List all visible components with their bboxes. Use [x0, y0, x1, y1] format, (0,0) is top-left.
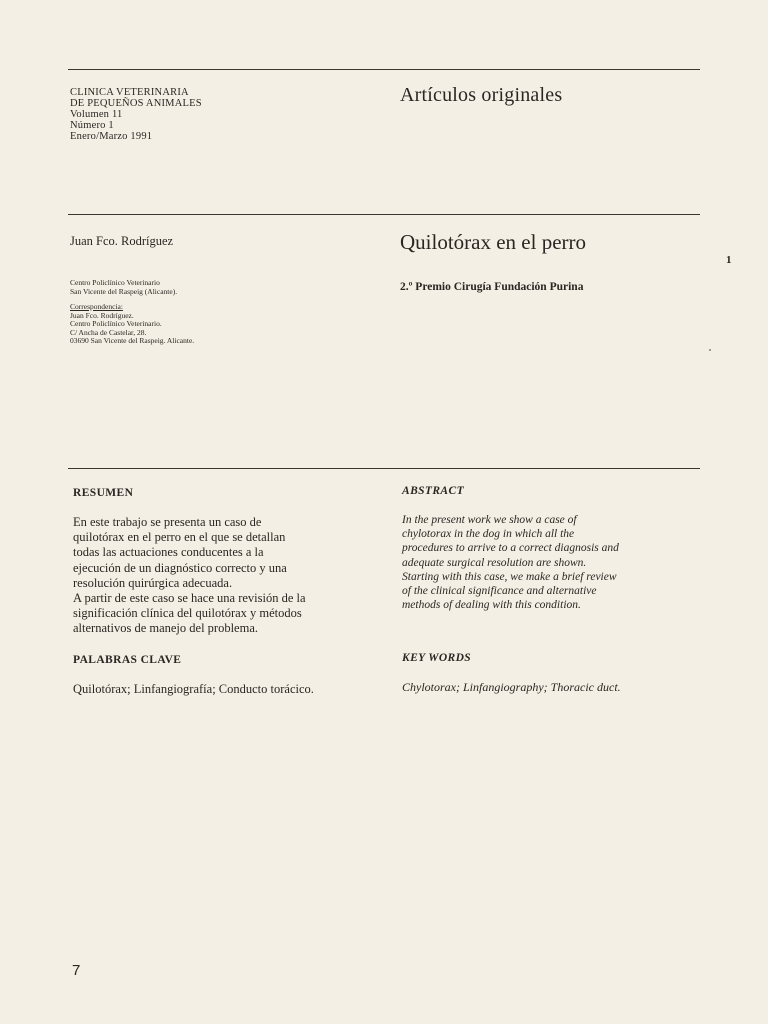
affiliation-line: San Vicente del Raspeig (Alicante). [70, 286, 178, 296]
abstract-heading: ABSTRACT [402, 485, 464, 497]
resumen-heading: RESUMEN [73, 487, 134, 499]
palabras-clave-text: Quilotórax; Linfangiografía; Conducto torácico. [73, 682, 314, 696]
resumen-line: alternativos de manejo del problema. [73, 621, 259, 636]
resumen-line: quilotórax en el perro en el que se detallan [73, 530, 286, 545]
resumen-line: significación clínica del quilotórax y métodos [73, 606, 302, 621]
section-title: Artículos originales [400, 84, 563, 106]
palabras-clave-heading: PALABRAS CLAVE [73, 654, 182, 666]
resumen-line: En este trabajo se presenta un caso de [73, 515, 262, 529]
header-rule [68, 214, 700, 215]
resumen-line: ejecución de un diagnóstico correcto y una [73, 560, 287, 575]
abstract-line: adequate surgical resolution are shown. [402, 556, 587, 569]
correspondence-line: Centro Policlínico Veterinario. [70, 319, 162, 328]
prize-line: 2.º Premio Cirugía Fundación Purina [400, 281, 584, 293]
correspondence-line: Juan Fco. Rodríguez. [70, 310, 134, 320]
abstract-body [402, 513, 619, 612]
print-speck [709, 349, 711, 351]
article-title: Quilotórax en el perro [400, 230, 587, 254]
correspondence-line: C/ Ancha de Castelar, 28. [70, 327, 147, 337]
resumen-line: todas las actuaciones conducentes a la [73, 545, 264, 560]
journal-line: Volumen 11 [70, 109, 123, 120]
body-rule [68, 468, 700, 469]
affiliation [70, 279, 177, 296]
abstract-line: chylotorax in the dog in which all the [402, 528, 575, 541]
journal-line: CLINICA VETERINARIA [70, 87, 189, 98]
journal-line: DE PEQUEÑOS ANIMALES [70, 98, 202, 109]
abstract-line: procedures to arrive to a correct diagnosis and [402, 542, 619, 555]
abstract-line: Starting with this case, we make a brief review [402, 570, 617, 583]
resumen-body [73, 515, 306, 637]
resumen-line: A partir de este caso se hace una revisión de la [73, 591, 306, 606]
key-words-text: Chylotorax; Linfangiography; Thoracic duct. [402, 680, 621, 694]
top-rule [68, 69, 700, 70]
page-marker: 1 [726, 254, 732, 266]
key-words-heading: KEY WORDS [402, 652, 472, 664]
journal-line: Número 1 [70, 120, 114, 131]
journal-line: Enero/Marzo 1991 [70, 131, 153, 142]
page-number: 7 [72, 962, 81, 979]
author-name: Juan Fco. Rodríguez [70, 234, 174, 248]
abstract-line: of the clinical significance and alternative [402, 585, 597, 598]
journal-info [70, 87, 202, 142]
abstract-line: In the present work we show a case of [402, 514, 577, 526]
correspondence-heading: Correspondencia: [70, 302, 123, 311]
affiliation-line: Centro Policlínico Veterinario [70, 278, 160, 287]
abstract-line: methods of dealing with this condition. [402, 599, 581, 612]
resumen-line: resolución quirúrgica adecuada. [73, 575, 233, 590]
correspondence-line: 03690 San Vicente del Raspeig. Alicante. [70, 336, 195, 345]
correspondence [70, 303, 194, 346]
